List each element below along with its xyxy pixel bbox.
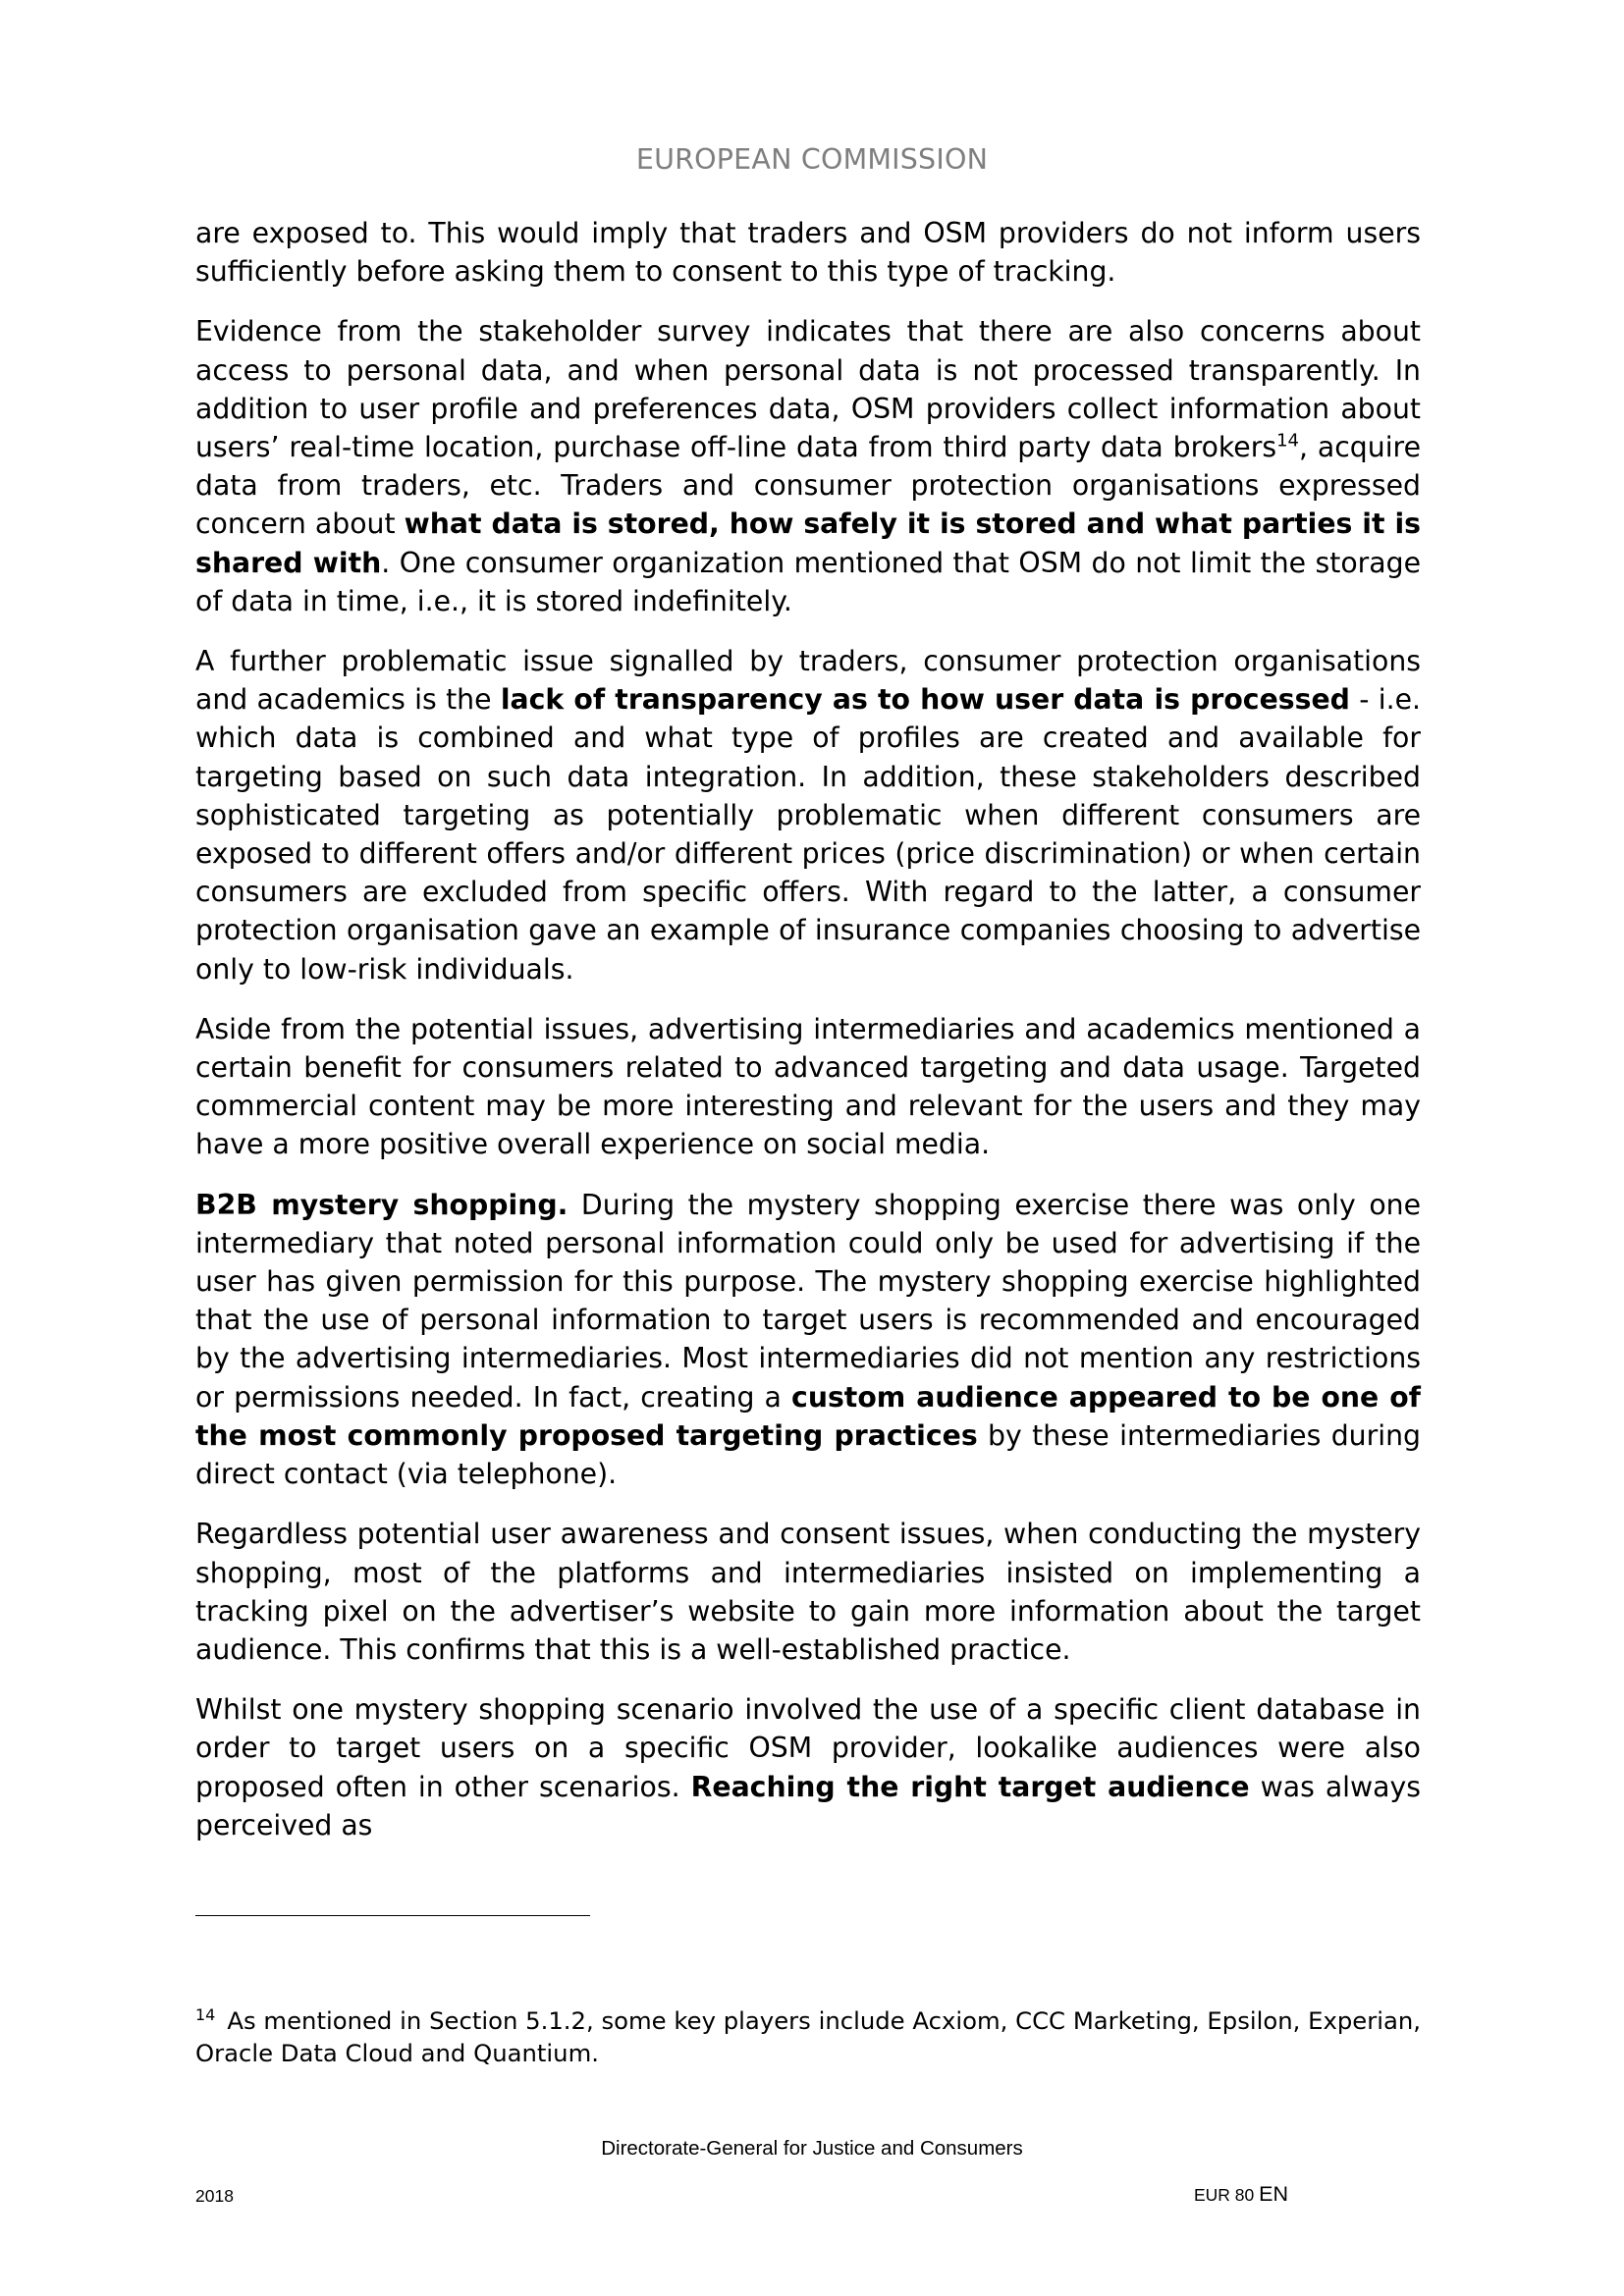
bold-emphasis: what data is stored, how safely it is stored and what parties it is shared with — [195, 507, 1421, 579]
paragraph-text: , acquire data from traders, etc. Traders and consumer protection organisations expressed concern about — [195, 431, 1421, 541]
paragraph-6 — [195, 1515, 1421, 1669]
paragraph-text: was always perceived as — [195, 1770, 1422, 1842]
paragraph-text: Aside from the potential issues, advertising intermediaries and academics mentioned a certain benefit for consumers related to advanced targeting and data usage. Targeted commercial content may be more interesting and relevant for the users and they may have a more positive overall experience on social media. — [195, 1012, 1421, 1161]
bold-emphasis: Reaching the right target audience — [690, 1770, 1250, 1803]
bold-emphasis: custom audience appeared to be one of the most commonly proposed targeting practices — [195, 1380, 1421, 1452]
footer-document-code — [1194, 2182, 1288, 2207]
footer-directorate: Directorate-General for Justice and Consumers — [601, 2137, 1023, 2160]
paragraph-text: Evidence from the stakeholder survey indicates that there are also concerns about access to personal data, and when personal data is not processed transparently. In addition to user profile and preferences data, OSM providers collect information about users’ real-time location, purchase off-line data from third party data brokers — [195, 315, 1421, 464]
footnote-text: As mentioned in Section 5.1.2, some key players include Acxiom, CCC Marketing, Epsilon, Experian, Oracle Data Cloud and Quantium. — [195, 2006, 1421, 2067]
paragraph-1 — [195, 214, 1421, 291]
footnote — [195, 2005, 1421, 2069]
bold-emphasis: lack of transparency as to how user data is processed — [500, 683, 1350, 717]
paragraph-text: - i.e. which data is combined and what type of profiles are created and available for targeting based on such data integration. In addition, these stakeholders described sophisticated targeting as potentially problematic when different consumers are exposed to different offers and/or different prices (price discrimination) or when certain consumers are excluded from specific offers. With regard to the latter, a consumer protection organisation gave an example of insurance companies choosing to advertise only to low-risk individuals. — [195, 683, 1421, 986]
footnote-reference: 14 — [1276, 430, 1299, 452]
footnote-separator — [195, 1915, 590, 1916]
paragraph-5 — [195, 1186, 1421, 1494]
paragraph-text: Regardless potential user awareness and consent issues, when conducting the mystery shopping, most of the platforms and intermediaries insisted on implementing a tracking pixel on the advertiser’s website to gain more information about the target audience. This confirms that this is a well-established practice. — [195, 1518, 1421, 1666]
footer-year: 2018 — [195, 2186, 234, 2206]
paragraph-text: Whilst one mystery shopping scenario involved the use of a specific client database in order to target users on a specific OSM provider, lookalike audiences were also proposed often in other scenarios. — [195, 1693, 1421, 1803]
paragraph-3 — [195, 642, 1421, 988]
paragraph-4 — [195, 1010, 1421, 1164]
footer-language: EN — [1259, 2182, 1289, 2206]
paragraph-text: are exposed to. This would imply that traders and OSM providers do not inform users sufficiently before asking them to consent to this type of tracking. — [195, 217, 1421, 289]
body-text — [195, 214, 1421, 1866]
paragraph-text: A further problematic issue signalled by traders, consumer protection organisations and academics is the — [195, 645, 1421, 717]
paragraph-text: by these intermediaries during direct contact (via telephone). — [195, 1418, 1421, 1491]
paragraph-7 — [195, 1690, 1421, 1844]
paragraph-text: . One consumer organization mentioned that OSM do not limit the storage of data in time, i.e., it is stored indefinitely. — [195, 546, 1421, 617]
paragraph-text: During the mystery shopping exercise there was only one intermediary that noted personal information could only be used for advertising if the user has given permission for this purpose. The mystery shopping exercise highlighted that the use of personal information to target users is recommended and encouraged by the advertising intermediaries. Most intermediaries did not mention any restrictions or permissions needed. In fact, creating a — [195, 1188, 1421, 1414]
footnote-number: 14 — [195, 2004, 216, 2024]
paragraph-2 — [195, 312, 1421, 620]
section-lead-in: B2B mystery shopping. — [195, 1188, 568, 1221]
footer-code-text: EUR 80 — [1194, 2185, 1255, 2205]
page-header: EUROPEAN COMMISSION — [635, 143, 989, 176]
